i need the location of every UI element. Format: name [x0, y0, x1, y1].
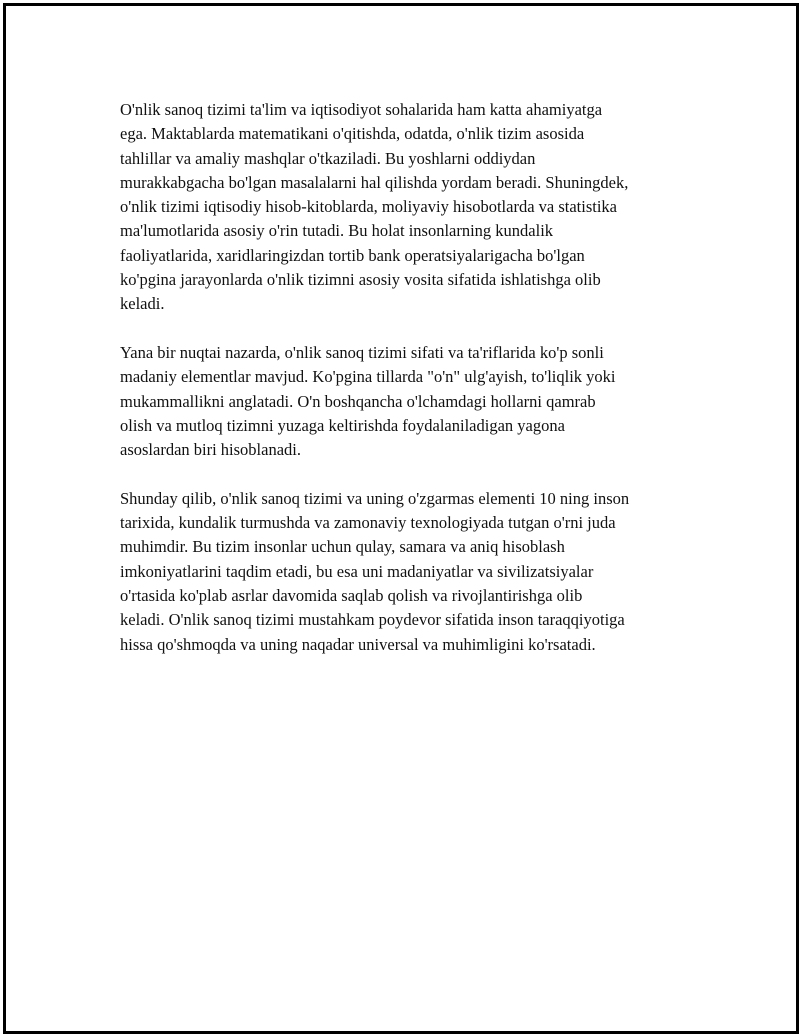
- paragraph-2: Yana bir nuqtai nazarda, o'nlik sanoq tizimi sifati va ta'riflarida ko'p sonli madaniy elementlar mavjud. Ko'pgina tillarda "o'n" ulg'ayish, to'liqlik yoki mukammallikni anglatadi. O'n boshqancha o'lchamdagi hollarni qamrab olish va mutloq tizimni yuzaga keltirishda foydalaniladigan yagona asoslardan biri hisoblanadi.: [120, 342, 616, 460]
- paragraph-1: O'nlik sanoq tizimi ta'lim va iqtisodiyot sohalarida ham katta ahamiyatga ega. Maktablarda matematikani o'qitishda, odatda, o'nlik tizim asosida tahlillar va amaliy mashqlar o'tkaziladi. Bu yoshlarni oddiydan murakkabgacha bo'lgan masalalarni hal qilishda yordam beradi. Shuningdek, o'nlik tizimi iqtisodiy hisob-kitoblarda, moliyaviy hisobotlarda va statistika ma'lumotlarida asosiy o'rin tutadi. Bu holat insonlarning kundalik faoliyatlarida, xaridlaringizdan tortib bank operatsiyalarigacha bo'lgan ko'pgina jarayonlarda o'nlik tizimni asosiy vosita sifatida ishlatishga olib keladi.: [120, 100, 629, 314]
- page-border: [3, 3, 799, 1034]
- document-body: [120, 98, 700, 681]
- paragraph-3: Shunday qilib, o'nlik sanoq tizimi va uning o'zgarmas elementi 10 ning inson tarixida, kundalik turmushda va zamonaviy texnologiyada tutgan o'rni juda muhimdir. Bu tizim insonlar uchun qulay, samara va aniq hisoblash imkoniyatlarini taqdim etadi, bu esa uni madaniyatlar va sivilizatsiyalar o'rtasida ko'plab asrlar davomida saqlab qolish va rivojlantirishga olib keladi. O'nlik sanoq tizimi mustahkam poydevor sifatida inson taraqqiyotiga hissa qo'shmoqda va uning naqadar universal va muhimligini ko'rsatadi.: [120, 488, 630, 654]
